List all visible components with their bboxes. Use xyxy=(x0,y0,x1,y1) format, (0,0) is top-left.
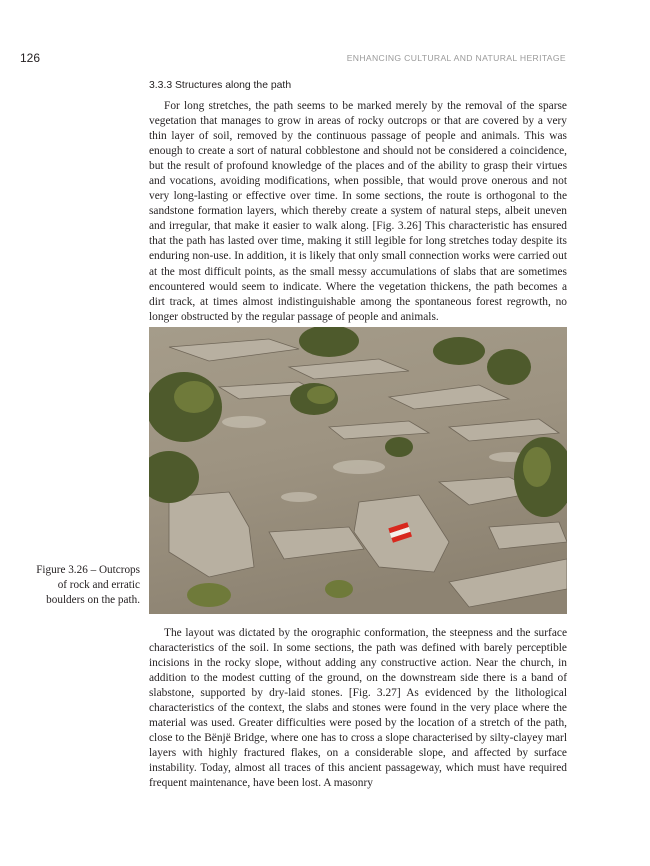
body-paragraph-1 xyxy=(149,99,567,325)
section-heading: 3.3.3 Structures along the path xyxy=(149,80,292,91)
figure-caption: Figure 3.26 – Outcrops of rock and erratic boulders on the path. xyxy=(36,564,140,607)
body-paragraph-2 xyxy=(149,626,567,792)
running-head: ENHANCING CULTURAL AND NATURAL HERITAGE xyxy=(346,53,566,63)
paragraph-text: The layout was dictated by the orographic conformation, the steepness and the surface characteristics of the soil. In some sections, the path was defined with barely perceptible incisions in the rocky slope, without adding any constructive action. Near the church, in addition to the modest cutting of the ground, on the downstream side there is a band of slabstone, supported by dry-laid stones. [Fig. 3.27] As evidenced by the lithological characteristics of the context, the slabs and stones were found in the very place where the material was used. Greater difficulties were posed by the location of a stretch of the path, close to the Bënjë Bridge, where one has to cross a slope characterised by silty-clayey marl layers with highly fractured flakes, on a considerable slope, and affected by surface instability. Today, almost all traces of this ancient passageway, which must have required frequent maintenance, have been lost. A masonry xyxy=(149,627,567,790)
page-number: 126 xyxy=(20,51,41,65)
paragraph-text: For long stretches, the path seems to be marked merely by the removal of the sparse vegetation that manages to grow in areas of rocky outcrops or that are covered by a very thin layer of soil, removed by the continuous passage of people and animals. This was enough to create a sort of natural cobblestone and should not be considered a coincidence, but the result of profound knowledge of the places and of the ability to grasp their virtues and vocations, avoiding modifications, when possible, that would prove onerous and not very long-lasting or effective over time. In some sections, the route is orthogonal to the sandstone formation layers, which thereby create a system of natural steps, albeit uneven and irregular, that make it easier to walk along. [Fig. 3.26] This characteristic has ensured that the path has lasted over time, making it still legible for long stretches today despite its enduring non-use. In addition, it is likely that only small connection works were carried out at the most difficult points, as the small messy accumulations of slabs that are sometimes encountered would seem to indicate. Where the vegetation thickens, the path becomes a dirt track, at times almost indistinguishable among the spontaneous forest regrowth, no longer obstructed by the regular passage of people and animals. xyxy=(149,100,567,323)
figure-photo xyxy=(149,327,567,614)
